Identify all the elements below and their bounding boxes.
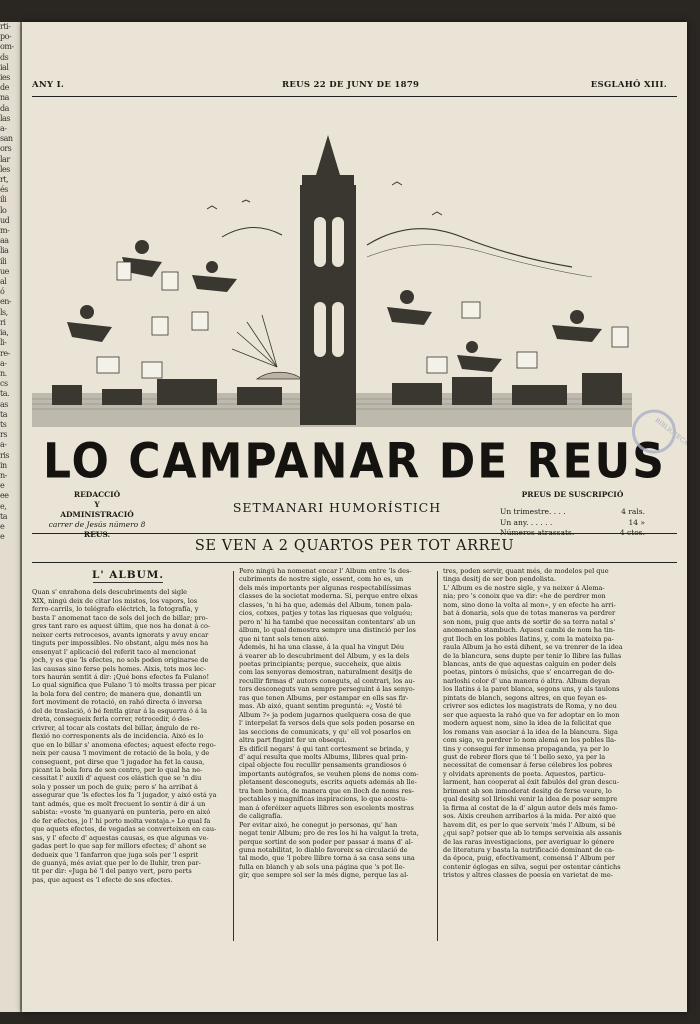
fragment-line: e bbox=[0, 481, 5, 491]
text-line: cessitat l' auxili d' aquest cos elástich que se 'n diu bbox=[32, 774, 202, 783]
text-line: son nom, puig que ants de sortir de sa terra natal s' bbox=[443, 617, 616, 626]
fragment-line: las bbox=[0, 113, 10, 123]
fragment-line: rti- bbox=[0, 22, 11, 31]
article-column-1 bbox=[32, 567, 224, 884]
text-line: joch, y es que 'ls efectes, no sols poden originarse de bbox=[32, 656, 209, 665]
text-line: pectables y magníficas inspiracions, lo que acostu- bbox=[239, 795, 408, 804]
column-divider bbox=[233, 571, 234, 941]
fragment-line: lo bbox=[0, 205, 7, 215]
fragment-line: n- bbox=[0, 470, 7, 480]
text-line: tristos y altres classes de poesía en varietat de me- bbox=[443, 871, 613, 880]
prices-heading: PREUS DE SUSCRIPCIÓ bbox=[521, 490, 624, 499]
price-value: 4 ctos. bbox=[619, 528, 645, 537]
stamp-ring bbox=[623, 401, 685, 463]
text-line: que aquets efectes, de vegadas se converteixen en cau- bbox=[32, 825, 217, 834]
text-line: dels més importants per algunas respectabilíssimas bbox=[239, 583, 412, 592]
text-line: y olvidats aprenents de poeta. Aquestos, particu- bbox=[443, 769, 606, 778]
text-line: perque sortint de son poder per passar á mans d' al- bbox=[239, 837, 414, 846]
fragment-line: ris bbox=[0, 450, 9, 460]
price-row bbox=[500, 518, 645, 529]
fragment-line: a- bbox=[0, 358, 7, 368]
text-line: pas, que aquest es 'l efecte de sos efectes. bbox=[32, 875, 173, 884]
text-line: briment ab son inmoderat desitg de ferse veure, lo bbox=[443, 786, 612, 795]
text-line: XIX, ningú deix de citar los mistos, los vapors, los bbox=[32, 596, 198, 605]
text-line: la firma al costat de la d' algun autor dels més famo- bbox=[443, 803, 618, 812]
fragment-line: al bbox=[0, 277, 7, 287]
text-line: qual desitg sol llrioshi venir la idea de posar sempre bbox=[443, 795, 618, 804]
text-line: recullir firmas d' autors coneguts, al contrari, los au- bbox=[239, 676, 415, 685]
text-line: sas, y l' efecte d' aquestas causas, es que algunas ve- bbox=[32, 833, 209, 842]
text-line: la bola fora del centro; de manera que, donantli un bbox=[32, 689, 202, 698]
fragment-line: les bbox=[0, 164, 10, 174]
text-line: Pero ningú ha nomenat encar l' Album entre 'ls des- bbox=[239, 567, 412, 575]
column-divider bbox=[437, 571, 438, 941]
fragment-line: in bbox=[0, 460, 7, 470]
price-row bbox=[500, 507, 645, 518]
text-line: Album ?» ja podem jugarnos quelquera cosa de que bbox=[239, 710, 411, 719]
fragment-line: ls, bbox=[0, 307, 8, 317]
date-label: REUS 22 DE JUNY DE 1879 bbox=[282, 80, 420, 90]
number-label: ESGLAHÓ XIII. bbox=[590, 80, 667, 90]
text-line: ferro-carrils, lo telégrafo eléctrich, la fotografía, y bbox=[32, 605, 199, 614]
fragment-line: da bbox=[0, 103, 9, 113]
text-line: crivrer sos edictes los magistrats de Roma, y no deu bbox=[443, 702, 617, 711]
fragment-line: lar bbox=[0, 154, 10, 164]
price-label: Un trimestre. . . . bbox=[500, 507, 566, 516]
text-line: de la blancura, sens dupte per tenir lo llibre las fullas bbox=[443, 651, 622, 660]
stamp-text: BIBLIOTECA bbox=[653, 416, 690, 447]
text-line: del de traslació, ó bé fentla girar á la esquerra ó á la bbox=[32, 706, 208, 715]
slogan-rule-top bbox=[32, 533, 677, 534]
text-line: Quan s' enrahona dels descubriments del sigle bbox=[32, 588, 188, 597]
text-line: raula Album ja ho está dihent, se va trenrer de la idea bbox=[443, 643, 623, 652]
text-line: tinguts per impossibles. No obstant, algu més nos ha bbox=[32, 639, 209, 648]
title-rule bbox=[93, 582, 163, 583]
text-line: de caligrafía. bbox=[239, 812, 283, 821]
article-column-2 bbox=[239, 567, 431, 880]
text-line: gres tant raro es aquest últim, que nos ha donat á co- bbox=[32, 622, 211, 631]
fragment-line: en- bbox=[0, 297, 12, 307]
text-line: de literatura y basta la nutrificació dominant de ca- bbox=[443, 845, 615, 854]
price-label: Un any. . . . . . bbox=[500, 517, 553, 527]
fragment-line: aa bbox=[0, 236, 9, 246]
text-line: assegurar que 'ls efectes los fa 'l jugador, y aixó está ya bbox=[32, 791, 217, 800]
text-line: tra hen bonica, de manera que en lloch de noms res- bbox=[239, 786, 414, 795]
text-line: tors desconeguts van sempre perseguint á las senyo- bbox=[239, 685, 415, 694]
text-line: ¿qui sap? potser que ab lo temps serveixia als assanis bbox=[443, 829, 622, 838]
text-line: crivrer, al tocar als costats del billar, ángulo de re- bbox=[32, 723, 200, 732]
article-column-3 bbox=[443, 567, 635, 880]
text-line: conseguent, pot dirse que 'l jugador ha fet la causa, bbox=[32, 757, 205, 766]
newspaper-page bbox=[22, 22, 690, 1012]
fragment-line: ue bbox=[0, 266, 9, 276]
issue-label: ANY I. bbox=[32, 80, 65, 90]
text-line: que en lo billar s' anomena efectes; aquest efecte rego- bbox=[32, 740, 216, 749]
text-line: guna notabilitat, lo diablo favoreix sa circulació de bbox=[239, 845, 408, 854]
text-line: álbum, lo qual demostra sempre una distinció per los bbox=[239, 626, 416, 635]
office-line: ADMINISTRACIÓ bbox=[60, 510, 134, 519]
text-line: nom, sino dono la volta al mon», y en efecte ha arri- bbox=[443, 600, 616, 609]
text-line: de fer efectes, jo l' hi porto molta ventaja.» Lo qual fa bbox=[32, 816, 211, 825]
fragment-line: ia, bbox=[0, 328, 9, 338]
text-line: anomenaba stambuch. Aquest cambi de nom ha tin- bbox=[443, 626, 616, 635]
fragment-line: ts bbox=[0, 419, 7, 429]
text-line: gir, que sempre sol ser la més digne, perque las al- bbox=[239, 871, 409, 880]
fragment-line: e bbox=[0, 532, 5, 542]
subscription-prices bbox=[500, 490, 645, 539]
fragment-line: ta. bbox=[0, 389, 10, 399]
fragment-line: as bbox=[0, 399, 8, 409]
text-line: neix per causa 'l moviment de rotació de la bola, y de bbox=[32, 749, 210, 758]
fragment-line: om- bbox=[0, 42, 14, 52]
fragment-line: ili bbox=[0, 256, 7, 266]
fragment-line: a- bbox=[0, 440, 7, 450]
text-line: tors haurán sentit á dir: ¡Qué bons efectes fa Fulano! bbox=[32, 672, 210, 681]
fragment-line: és bbox=[0, 185, 8, 195]
header-rule bbox=[32, 96, 677, 97]
text-line: dreta, consegueix ferla correr, retrocedir, ó des- bbox=[32, 715, 192, 724]
text-line: classes, 'n hi ha que, además del Album, tenen pala- bbox=[239, 600, 413, 609]
text-line: dedueix que 'l fanfarron que juga sols per 'l esprit bbox=[32, 850, 199, 859]
fragment-line: m- bbox=[0, 226, 10, 236]
text-line: cios, cotxes, patjes y totas las riquesas que volguéu; bbox=[239, 609, 413, 618]
text-line: blancas, ants de que aquestas calguin en poder dels bbox=[443, 659, 617, 668]
text-line: ras que tenen Albums, per estampar en ells sas fir- bbox=[239, 693, 409, 702]
text-line: Lo qual significa que Fulano 'l tó molts trassa per picar bbox=[32, 681, 216, 690]
masthead-title: LO CAMPANAR DE REUS bbox=[43, 433, 666, 490]
fragment-line: ó bbox=[0, 287, 5, 297]
fragment-line: de bbox=[0, 83, 9, 93]
fragment-line: re- bbox=[0, 348, 10, 358]
fragment-line: n. bbox=[0, 368, 7, 378]
text-line: com las senyoras demostran, naturalment desitjs de bbox=[239, 668, 413, 677]
text-line: bat á donaria, sols que de totas maneras va perdrer bbox=[443, 609, 616, 618]
fragment-line: cs bbox=[0, 379, 8, 389]
text-line: á vearer ab lo descubriment del Album, y es la dels bbox=[239, 651, 410, 660]
price-value: 4 rals. bbox=[621, 507, 645, 516]
fragment-line: a- bbox=[0, 124, 7, 134]
fragment-line: e bbox=[0, 521, 5, 531]
text-line: gut lloch en los pobles llatins, y, com la mateixa pa- bbox=[443, 634, 614, 643]
text-line: ensenyat l' aplicació del referit taco al mencionat bbox=[32, 647, 196, 656]
text-line: mas. Ab aixó, quant sentim preguntá: «¿ Vosté té bbox=[239, 702, 402, 711]
fragment-line: na bbox=[0, 93, 9, 103]
fragment-line: ud bbox=[0, 215, 10, 225]
text-line: havem dit, es per lo que serveix 'més l' Album, si bé bbox=[443, 820, 616, 829]
text-line: flexió no corresponents als de incidencia. Aixó es lo bbox=[32, 732, 204, 741]
text-line: altra part fingint fer un obsequi. bbox=[239, 736, 347, 745]
text-line: negat tenir Album; pro de res los hi ha valgut la treta, bbox=[239, 829, 419, 838]
text-line: gadas pert lo que sap fer millors efectes; d' ahont se bbox=[32, 842, 207, 851]
office-line: REDACCIÓ bbox=[73, 490, 121, 499]
text-line: fort moviment de rotació, en rahó directa ó inversa bbox=[32, 698, 203, 707]
text-line: de las raras investigacions, per averiguar lo génere bbox=[443, 837, 615, 846]
fragment-line: ri bbox=[0, 317, 6, 327]
text-line: sola y posser un poch de guix; pero s' ha arribat á bbox=[32, 782, 198, 791]
text-line: d' aquí resulta que molts Albums, llibres qual prin- bbox=[239, 752, 408, 761]
fragment-line: ds bbox=[0, 52, 9, 62]
text-line: ser que aquesta la rahó que va fer adoptar en lo mon bbox=[443, 710, 620, 719]
price-label: Números atrassats. bbox=[500, 528, 575, 537]
fragment-line: ors bbox=[0, 144, 12, 154]
text-line: fulla en blanch y ab sols una página que 's pot lle- bbox=[239, 862, 405, 871]
text-line: Es difícil negars' á qui tant cortesment se brinda, y bbox=[239, 744, 410, 753]
text-line: las seccions de comunicats, y qu' ell vol posarlos en bbox=[239, 727, 412, 736]
fragment-line: rt, bbox=[0, 175, 9, 185]
slogan-rule-bottom bbox=[32, 562, 677, 563]
text-line: contenir églogas en silva, segui per ostentar cántichs bbox=[443, 862, 621, 871]
fragment-line: ies bbox=[0, 73, 10, 83]
text-line: necessitat de comensar á ferse célebres los pobres bbox=[443, 761, 613, 770]
text-line: neixer certs retrocesos, avants ignorats y avuy encar bbox=[32, 630, 209, 639]
text-line: picant la bola fora de son centro, per lo qual ha ne- bbox=[32, 765, 203, 774]
text-line: pintats de blanch, segons altres, en que feyan es- bbox=[443, 693, 608, 702]
text-line: los llatins á la paret blanca, segons uns, y als taulons bbox=[443, 685, 620, 694]
fragment-line: ta bbox=[0, 409, 7, 419]
slogan: SE VEN A 2 QUARTOS PER TOT ARREU bbox=[194, 538, 515, 554]
fragment-line: ee bbox=[0, 491, 9, 501]
text-line: da época, puig, efectivament, comensá l' Album per bbox=[443, 854, 615, 863]
fragment-line: e, bbox=[0, 501, 7, 511]
text-line: tant admés, que es molt frecuent lo sentir á dir á un bbox=[32, 799, 206, 808]
fragment-line: ial bbox=[0, 62, 9, 72]
text-line: l' interpelat fa versos dels que sols poden posarse en bbox=[239, 719, 415, 728]
office-line: Y bbox=[94, 500, 100, 509]
text-line: sabista: «voste 'm guanyará en punteria, pero en aixó bbox=[32, 808, 211, 817]
text-line: classes de la societat moderna. Si, perque entre elxas bbox=[239, 592, 418, 601]
fragment-line: rs bbox=[0, 430, 7, 440]
text-line: tit per dir: «Juga bé 'l del panyo vert, pero perts bbox=[32, 867, 192, 876]
text-line: gust de rebrer flors que té 'l bello sexo, ya per la bbox=[443, 752, 606, 761]
text-line: tinga desitj de ser bon pendolista. bbox=[443, 575, 556, 584]
fragment-line: san bbox=[0, 134, 13, 144]
article-columns bbox=[32, 567, 637, 947]
text-line: larment, han cooperat al éxit fabulós del gran descu- bbox=[443, 778, 619, 787]
fragment-line: li- bbox=[0, 338, 7, 348]
text-line: que ni tant sols tenen aixó. bbox=[239, 634, 329, 643]
previous-page-edge bbox=[0, 22, 22, 1012]
text-line: los romans van asociar á la idea de la blancura. Siga bbox=[443, 727, 618, 736]
text-line: poetas principiants; perque, succeheix, que aixis bbox=[239, 659, 402, 668]
fragment-line: ili bbox=[0, 195, 7, 205]
text-line: narloshi color d' una manera ó altra. Album deyan bbox=[443, 676, 610, 685]
text-line: modern aquest nom, sino la idea de la felicitat que bbox=[443, 719, 612, 728]
text-line: nia; pro 's conoix que va dir: «he de perdrer mon bbox=[443, 592, 606, 601]
fragment-line: ta bbox=[0, 511, 7, 521]
text-line: pletament desconeguts, escrits aquets además ab lle- bbox=[239, 778, 417, 787]
text-line: de guanyá, més aviat que per lo de lluhir, tren par- bbox=[32, 858, 201, 867]
text-line: basta l' anomenat taco de sols del joch de billar; pro- bbox=[32, 613, 208, 622]
text-line: poetas, pintors ó músichs, que s' encarregan de do- bbox=[443, 668, 615, 677]
text-line: sos. Aixis creuhen arribarlos á la mida. Per aixó que bbox=[443, 812, 616, 821]
fragment-line: lia bbox=[0, 246, 9, 256]
text-line: tres, poden servir, quant més, de modelos pel que bbox=[443, 567, 609, 575]
text-line: tal modo, que 'l pobre llibre torna á sa casa sens una bbox=[239, 854, 415, 863]
text-line: Per evitar aixó, he conegut jo personas, qu' han bbox=[239, 820, 398, 829]
text-line: com siga, va perdrer lo nom alemá en los pobles lla- bbox=[443, 736, 617, 745]
article-title: L' ALBUM. bbox=[91, 569, 165, 581]
masthead-subtitle: SETMANARI HUMORÍSTICH bbox=[232, 500, 442, 515]
bell-tower-illustration bbox=[32, 117, 632, 427]
text-line: Ademés, hi ha una classe, á la qual ha vingut Déu bbox=[239, 643, 405, 652]
text-line: cubriments de nostre sigle, essent, com ho es, un bbox=[239, 575, 404, 584]
office-address: carrer de Jesús número 8 bbox=[48, 520, 146, 529]
text-line: pero n' hi ha també que necessitan contentars' ab un bbox=[239, 617, 416, 626]
text-line: tins y consegui fer inmensa propaganda, ya per lo bbox=[443, 744, 610, 753]
fragment-line: po- bbox=[0, 32, 12, 42]
text-line: importants autógrafos, se veuhen plens de noms com- bbox=[239, 769, 419, 778]
text-line: man á oferéixer aquets llibres son escelents mostras bbox=[239, 803, 414, 812]
office-city: REUS. bbox=[83, 530, 111, 539]
text-line: cipal objecte fou recullir pensaments grandiosos ó bbox=[239, 761, 407, 770]
text-line: las causas sino ferse pels homes. Aixis, tots mos lec- bbox=[32, 664, 206, 673]
header-line bbox=[32, 80, 677, 94]
text-line: L' Album es de nostre sigle, y va neixer á Alema- bbox=[443, 583, 605, 592]
price-value: 14 » bbox=[628, 517, 645, 527]
